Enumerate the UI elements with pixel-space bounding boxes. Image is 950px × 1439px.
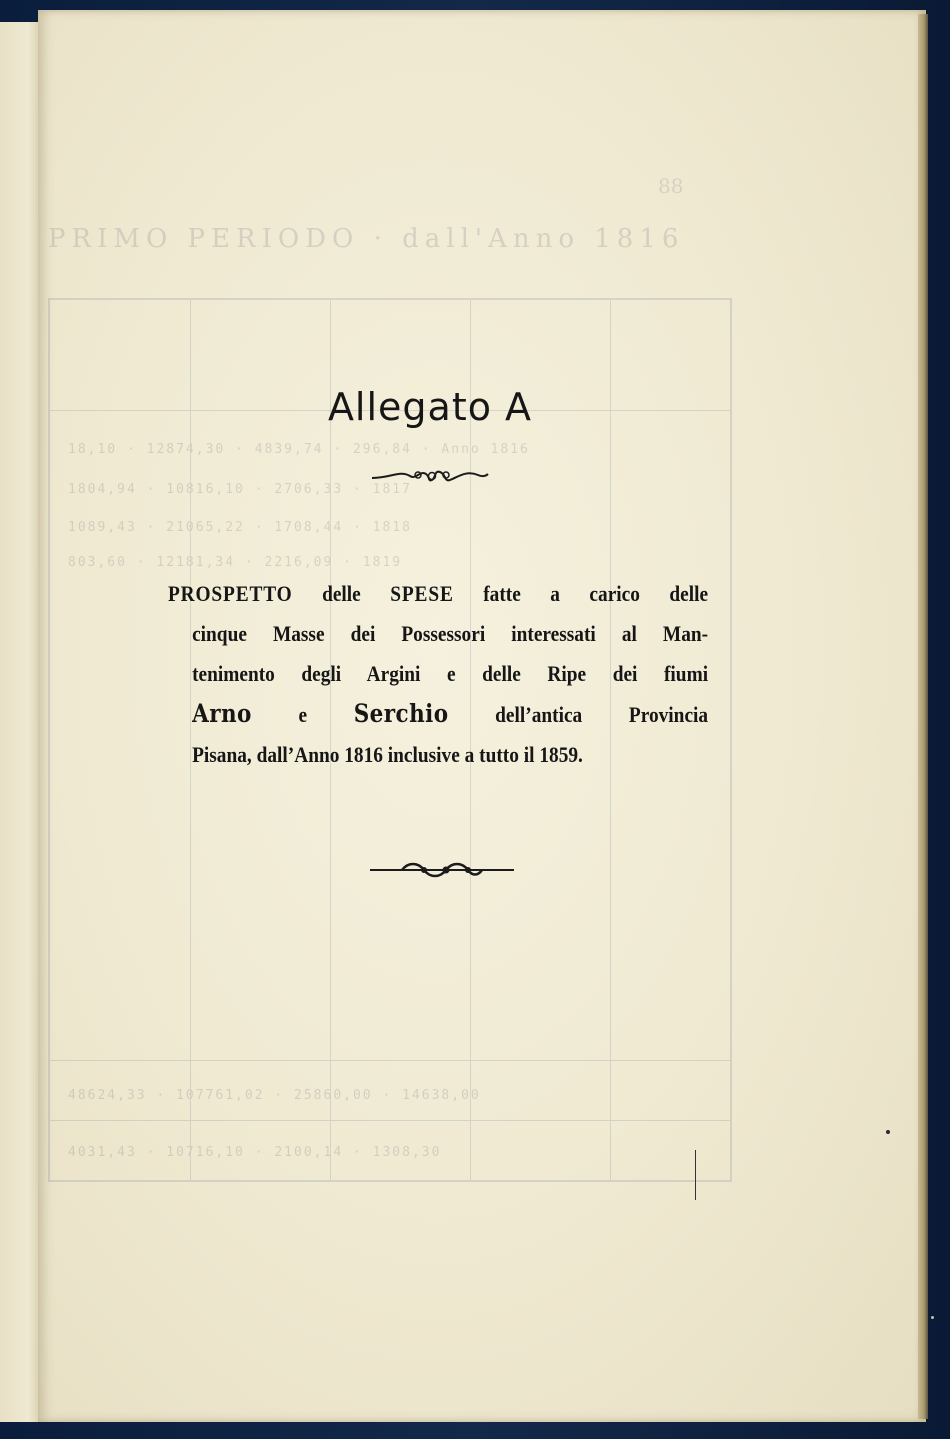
page-title: Allegato A [327,385,533,429]
prospetto-paragraph [168,574,709,775]
paragraph-line-5: Pisana, dall’Anno 1816 inclusive a tutto il 1859. [192,742,583,767]
bleed-through-mark [695,1150,696,1200]
paragraph-line-3: tenimento degli Argini e delle Ripe dei fiumi [192,661,709,686]
river-name-arno: Arno [192,699,252,728]
ornament-divider-icon [370,466,490,488]
paragraph-line-1: PROSPETTO delle SPESE fatte a carico delle [168,581,709,606]
river-name-serchio: Serchio [353,699,449,728]
paragraph-line-4: Arno e Serchio dell’antica Provincia [192,699,709,728]
paragraph-line-2: cinque Masse dei Possessori interessati al Man- [192,621,709,646]
page-edge-stack [918,14,928,1419]
ink-speck [886,1130,890,1134]
ornament-divider-icon [368,860,516,880]
previous-page-edge [0,22,42,1422]
paper-speck [931,1316,934,1319]
